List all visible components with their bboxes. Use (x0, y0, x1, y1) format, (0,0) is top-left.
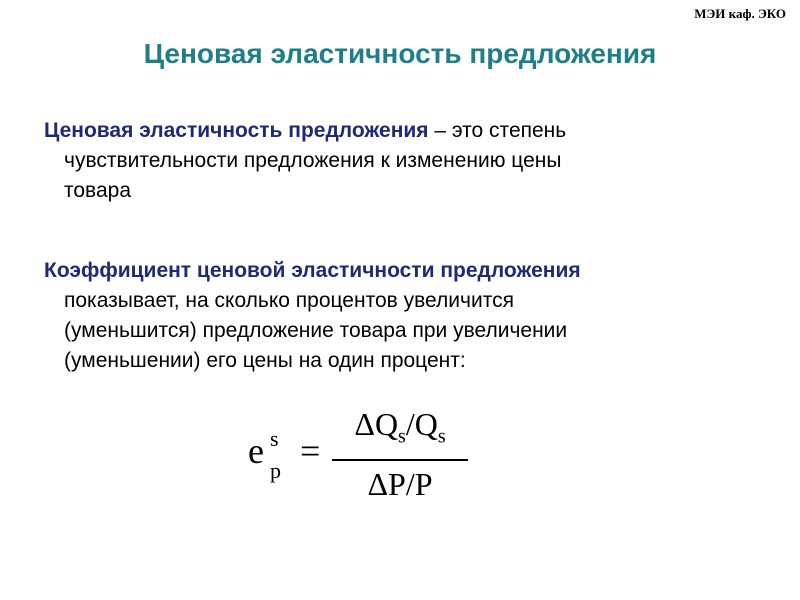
definition-line-3: товара (64, 179, 132, 202)
definition-paragraph (44, 116, 744, 206)
coefficient-paragraph (44, 256, 744, 376)
formula-slash-q: /Q (405, 406, 438, 442)
formula-fraction-bar (332, 459, 468, 461)
formula-numerator (330, 406, 470, 448)
definition-line-2: чувствительности предложения к изменению цены (64, 149, 562, 172)
coefficient-line-1 (44, 256, 744, 286)
coefficient-line-3: (уменьшится) предложение товара при увеличении (64, 319, 568, 342)
definition-term: Ценовая эластичность предложения (44, 119, 429, 142)
formula-lhs-superscript: s (270, 426, 279, 451)
formula-delta-q: ΔQ (354, 406, 399, 442)
definition-text-1: – это степень (428, 119, 567, 142)
formula-denominator: ΔP/P (367, 466, 433, 502)
formula-num-sub-1: s (398, 425, 406, 448)
formula-lhs-subscript: p (270, 458, 281, 483)
definition-line-1 (44, 116, 744, 146)
corner-label: МЭИ каф. ЭКО (694, 6, 786, 21)
formula-num-sub-2: s (437, 425, 446, 448)
formula-equals: = (300, 431, 321, 471)
slide-title: Ценовая эластичность предложения (143, 38, 657, 69)
coefficient-line-2: показывает, на сколько процентов увеличится (64, 289, 514, 312)
elasticity-formula (248, 408, 488, 518)
coefficient-line-4: (уменьшении) его цены на один процент: (64, 349, 466, 372)
coefficient-term: Коэффициент ценовой эластичности предложения (44, 259, 581, 282)
formula-lhs-symbol: e (248, 431, 264, 471)
